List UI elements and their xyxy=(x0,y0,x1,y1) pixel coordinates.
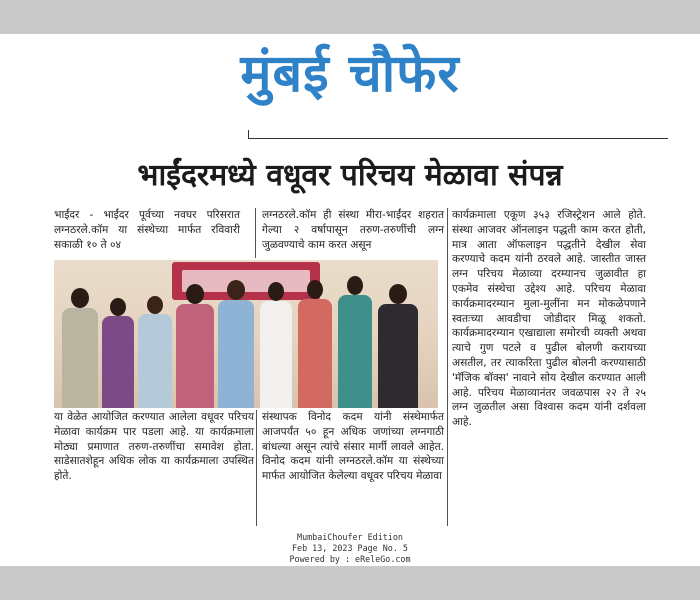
column-divider-1 xyxy=(255,208,256,258)
column-divider-3 xyxy=(256,410,257,526)
article-column-2-top: लग्नठरले.कॉम ही संस्था मीरा-भाईंदर शहरात गेल्या २ वर्षापासून तरुण-तरुणींची लग्न जुळवण्याचे काम करत असून xyxy=(262,209,444,251)
person-figure xyxy=(174,284,216,408)
person-figure xyxy=(136,296,174,408)
person-figure xyxy=(296,280,334,408)
event-photo xyxy=(54,260,438,408)
masthead-rule xyxy=(248,138,668,139)
masthead-title: मुंबई चौफेर xyxy=(240,44,460,104)
footer-date-page: Feb 13, 2023 Page No. 5 xyxy=(292,543,408,553)
article-column-3: कार्यक्रमाला एकूण ३५३ रजिस्ट्रेशन आले होते. संस्था आजवर ऑनलाइन पद्धती काम करत होती, मात्र आता ऑफलाइन पद्धतीने देखील सेवा करण्याचे कदम यांनी ठरवले आहे. जास्तीत जास्त लग्न परिचय मेळाव्या दरम्यानच जुळावीत हा एकमेव संस्थेचा उद्देश्य आहे. परिचय मेळावा कार्यक्रमादरम्यान मुला-मुलींना मन मोकळेपणाने स्वतःच्या आवडीचा जोडीदार मिळू शकतो. कार्यक्रमादरम्यान एखाद्याला समोरची व्यक्ती अथवा त्याचे गुण पटले व पुढील बोलणी करायच्या असतील, तर त्याकरिता पुढील बोलनी करण्यासाठी 'मॅजिक बॉक्स' नावाने सोय देखील करण्यात आली आहे. परिचय मेळाव्यानंतर जवळपास २२ ते २५ लग्न जुळतील असा विश्वास कदम यांनी दर्शवला आहे. xyxy=(452,209,646,429)
newspaper-clipping xyxy=(0,34,700,566)
column-divider-2 xyxy=(447,208,448,526)
person-figure xyxy=(60,288,100,408)
footer-edition: MumbaiChoufer Edition xyxy=(297,532,403,542)
person-figure xyxy=(100,298,136,408)
person-figure xyxy=(216,280,256,408)
person-figure xyxy=(258,282,294,408)
person-figure xyxy=(376,284,420,408)
footer-powered-by: Powered by : eReleGo.com xyxy=(289,554,411,564)
article-headline: भाईंदरमध्ये वधूवर परिचय मेळावा संपन्न xyxy=(137,158,563,193)
person-figure xyxy=(336,276,374,408)
article-column-1-bottom: या वेळेत आयोजित करण्यात आलेला वधूवर परिचय मेळावा कार्यक्रम पार पडला आहे. या कार्यक्रमाला मोठ्या प्रमाणात तरुण-तरुणींचा समावेश होता. साडेसातशेहून अधिक लोक या कार्यक्रमाला उपस्थित होते. xyxy=(54,411,254,483)
edition-footer xyxy=(0,532,700,565)
article-column-1-top: भाईंदर - भाईंदर पूर्वच्या नवघर परिसरात लग्नठरले.कॉम या संस्थेच्या मार्फत रविवारी सकाळी १० ते ०४ xyxy=(54,209,240,251)
article-column-2-bottom: संस्थापक विनोद कदम यांनी संस्थेमार्फत आजपर्यंत ५० हून अधिक जणांच्या लग्नगाठी बांधल्या असून त्यांचे संसार मार्गी लावले आहेत. विनोद कदम यांनी लग्नठरले.कॉम या संस्थेच्या मार्फत आयोजित केलेल्या वधूवर परिचय मेळावा xyxy=(262,411,444,483)
